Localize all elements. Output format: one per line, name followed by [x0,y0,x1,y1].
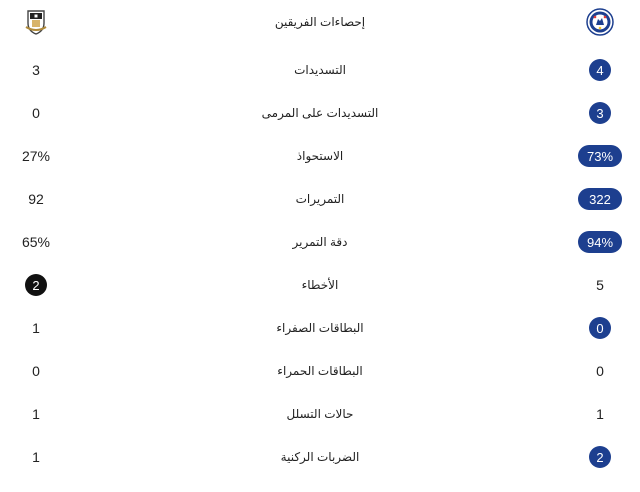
home-shots-on-target-value: 3 [589,102,611,124]
away-fouls-value: 2 [25,274,47,296]
chelsea-crest-icon [586,8,614,36]
port-vale-crest-icon [22,8,50,36]
stat-row-corners [0,439,640,475]
stat-row-fouls [0,267,640,303]
page-title: إحصاءات الفريقين [274,15,366,29]
stat-label-corners: الضربات الركنية [280,450,360,464]
stat-row-yellow-cards [0,310,640,346]
home-yellow-cards-value: 0 [589,317,611,339]
stat-label-pass-accuracy: دقة التمرير [292,235,348,249]
stat-label-fouls: الأخطاء [301,278,339,292]
stat-label-shots: التسديدات [294,63,346,77]
home-red-cards-value: 0 [596,363,604,379]
stats-header [0,4,640,40]
home-team-crest [560,4,640,40]
home-fouls-value: 5 [596,277,604,293]
away-corners-value: 1 [32,449,40,465]
stat-label-passes: التمريرات [295,192,345,206]
away-yellow-cards-value: 1 [32,320,40,336]
home-offsides-value: 1 [596,406,604,422]
home-corners-value: 2 [589,446,611,468]
stat-row-shots-on-target [0,95,640,131]
home-passes-value: 322 [578,188,622,210]
stat-label-yellow-cards: البطاقات الصفراء [276,321,364,335]
stat-label-offsides: حالات التسلل [286,407,354,421]
stat-row-red-cards [0,353,640,389]
stat-label-possession: الاستحواذ [296,149,344,163]
home-shots-value: 4 [589,59,611,81]
stat-row-passes [0,181,640,217]
away-offsides-value: 1 [32,406,40,422]
away-red-cards-value: 0 [32,363,40,379]
away-shots-value: 3 [32,62,40,78]
home-pass-accuracy-value: 94% [578,231,622,253]
away-pass-accuracy-value: 65% [21,234,51,250]
away-passes-value: 92 [28,191,44,207]
stat-label-red-cards: البطاقات الحمراء [277,364,363,378]
stat-row-offsides [0,396,640,432]
stat-row-possession [0,138,640,174]
stat-row-pass-accuracy [0,224,640,260]
stat-row-shots [0,52,640,88]
away-team-crest [0,4,72,40]
home-possession-value: 73% [578,145,622,167]
away-possession-value: 27% [21,148,51,164]
stat-label-shots-on-target: التسديدات على المرمى [261,106,379,120]
away-shots-on-target-value: 0 [32,105,40,121]
